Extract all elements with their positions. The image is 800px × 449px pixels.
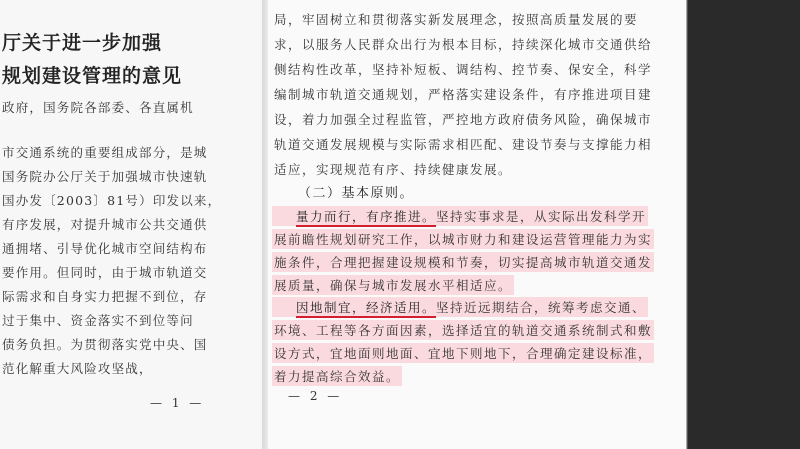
highlighted-line: 施条件，合理把握建设规模和节奏，切实提高城市轨道交通发 bbox=[272, 252, 654, 272]
viewer-background bbox=[686, 0, 800, 449]
principle-1-line bbox=[272, 206, 648, 226]
page-1 bbox=[0, 0, 262, 449]
body-line: 债务负担。为贯彻落实党中央、国 bbox=[2, 337, 208, 352]
body-line: 有序发展，对提升城市公共交通供 bbox=[2, 217, 208, 232]
page-number: — 1 — bbox=[150, 396, 205, 410]
highlighted-line: 展前瞻性规划研究工作，以城市财力和建设运营管理能力为实 bbox=[272, 229, 654, 249]
recipients-line: 政府，国务院各部委、各直属机 bbox=[2, 100, 194, 115]
principle-1-label: 量力而行，有序推进。 bbox=[296, 209, 436, 227]
principle-2-line bbox=[272, 297, 648, 317]
body-line: 际需求和自身实力把握不到位，存 bbox=[2, 289, 208, 304]
body-line: 市交通系统的重要组成部分，是城 bbox=[2, 145, 208, 160]
body-line: 轨道交通发展规模与实际需求相匹配、建设节奏与支撑能力相 bbox=[274, 137, 653, 152]
principle-2-text: 坚持近远期结合，统筹考虑交通、 bbox=[436, 300, 647, 315]
body-line: 局，牢固树立和贯彻落实新发展理念，按照高质量发展的要 bbox=[274, 12, 639, 27]
highlighted-line: 环境、工程等各方面因素，选择适宜的轨道交通系统制式和敷 bbox=[272, 320, 654, 340]
page-number: — 2 — bbox=[288, 389, 343, 403]
body-line: 侧结构性改革，坚持补短板、调结构、控节奏、保安全，科学 bbox=[274, 62, 653, 77]
highlighted-line: 着力提高综合效益。 bbox=[272, 366, 402, 386]
body-line: 国务院办公厅关于加强城市快速轨 bbox=[2, 169, 208, 184]
principle-2-label: 因地制宜，经济适用。 bbox=[296, 300, 436, 318]
body-line: 范化解重大风险攻坚战， bbox=[2, 361, 153, 376]
body-line: 设，着力加强全过程监管，严控地方政府债务风险，确保城市 bbox=[274, 112, 653, 127]
body-line: 编制城市轨道交通规划，严格落实建设条件，有序推进项目建 bbox=[274, 87, 653, 102]
highlighted-line: 展质量，确保与城市发展水平相适应。 bbox=[272, 275, 514, 295]
highlighted-line: 设方式，宜地面则地面、宜地下则地下，合理确定建设标准， bbox=[272, 343, 654, 363]
body-line: 适应，实现规范有序、持续健康发展。 bbox=[274, 162, 513, 177]
page-2 bbox=[268, 0, 686, 449]
document-title-line-2: 规划建设管理的意见 bbox=[2, 65, 183, 87]
section-heading: （二）基本原则。 bbox=[298, 186, 415, 201]
body-line: 国办发〔2003〕81号）印发以来， bbox=[2, 193, 222, 208]
body-line: 求，以服务人民群众出行为根本目标，持续深化城市交通供给 bbox=[274, 37, 653, 52]
body-line: 通拥堵、引导优化城市空间结构布 bbox=[2, 241, 208, 256]
document-title-line-1: 厅关于进一步加强 bbox=[2, 32, 163, 54]
body-line: 要作用。但同时，由于城市轨道交 bbox=[2, 265, 208, 280]
page-edge-shadow bbox=[686, 0, 688, 449]
principle-1-text: 坚持实事求是，从实际出发科学开 bbox=[436, 209, 647, 224]
body-line: 过于集中、资金落实不到位等问 bbox=[2, 313, 194, 328]
